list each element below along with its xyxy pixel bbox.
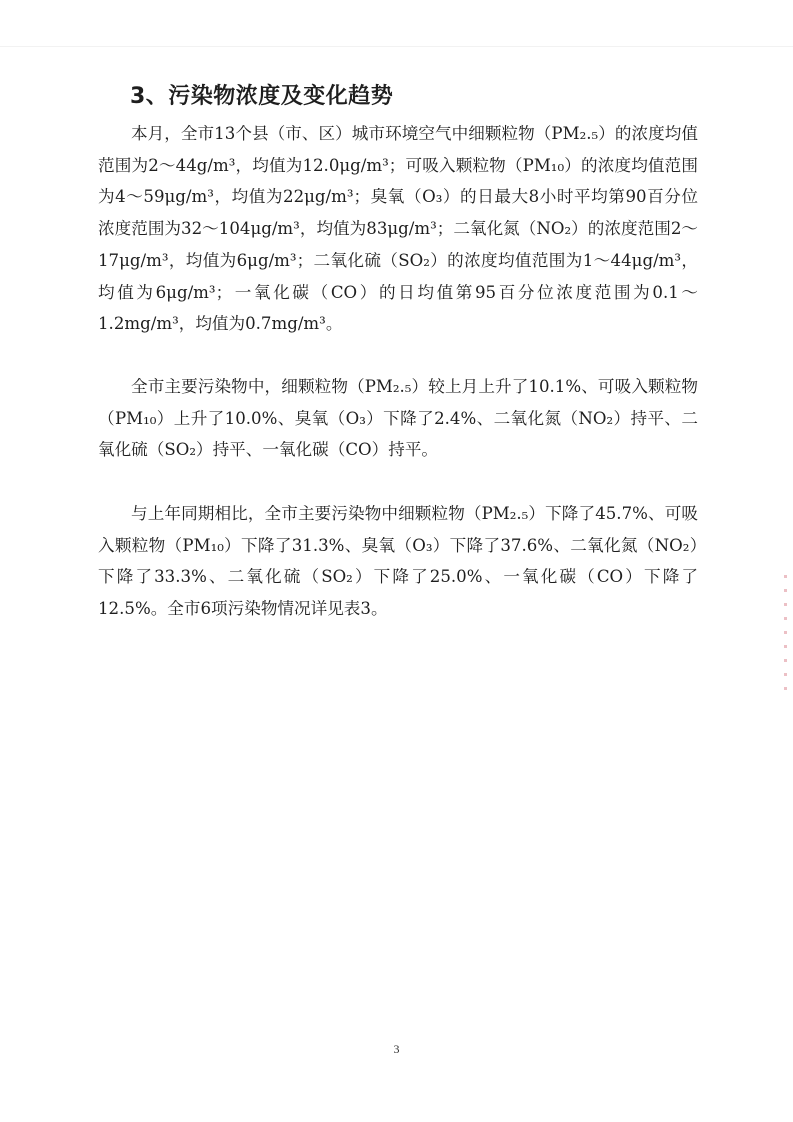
paragraph-year-over-year: 与上年同期相比，全市主要污染物中细颗粒物（PM₂.₅）下降了45.7%、可吸入颗粒物（PM₁₀）下降了31.3%、臭氧（O₃）下降了37.6%、二氧化氮（NO₂）下降了33.3%、二氧化硫（SO₂）下降了25.0%、一氧化碳（CO）下降了12.5%。全市6项污染物情况详见表3。 <box>98 504 698 619</box>
page-number: 3 <box>393 1042 400 1056</box>
paragraph-month-over-month: 全市主要污染物中，细颗粒物（PM₂.₅）较上月上升了10.1%、可吸入颗粒物（PM₁₀）上升了10.0%、臭氧（O₃）下降了2.4%、二氧化氮（NO₂）持平、二氧化硫（SO₂）持平、一氧化碳（CO）持平。 <box>98 377 698 460</box>
scan-edge-mark <box>784 575 787 695</box>
paragraph-concentration-ranges: 本月，全市13个县（市、区）城市环境空气中细颗粒物（PM₂.₅）的浓度均值范围为2～44g/m³，均值为12.0μg/m³；可吸入颗粒物（PM₁₀）的浓度均值范围为4～59μg/m³，均值为22μg/m³；臭氧（O₃）的日最大8小时平均第90百分位浓度范围为32～104μg/m³，均值为83μg/m³；二氧化氮（NO₂）的浓度范围2～17μg/m³，均值为6μg/m³；二氧化硫（SO₂）的浓度均值范围为1～44μg/m³，均值为6μg/m³；一氧化碳（CO）的日均值第95百分位浓度范围为0.1～1.2mg/m³，均值为0.7mg/m³。 <box>98 124 698 334</box>
scan-artifact-line <box>0 46 793 47</box>
section-heading: 3、污染物浓度及变化趋势 <box>130 84 394 109</box>
